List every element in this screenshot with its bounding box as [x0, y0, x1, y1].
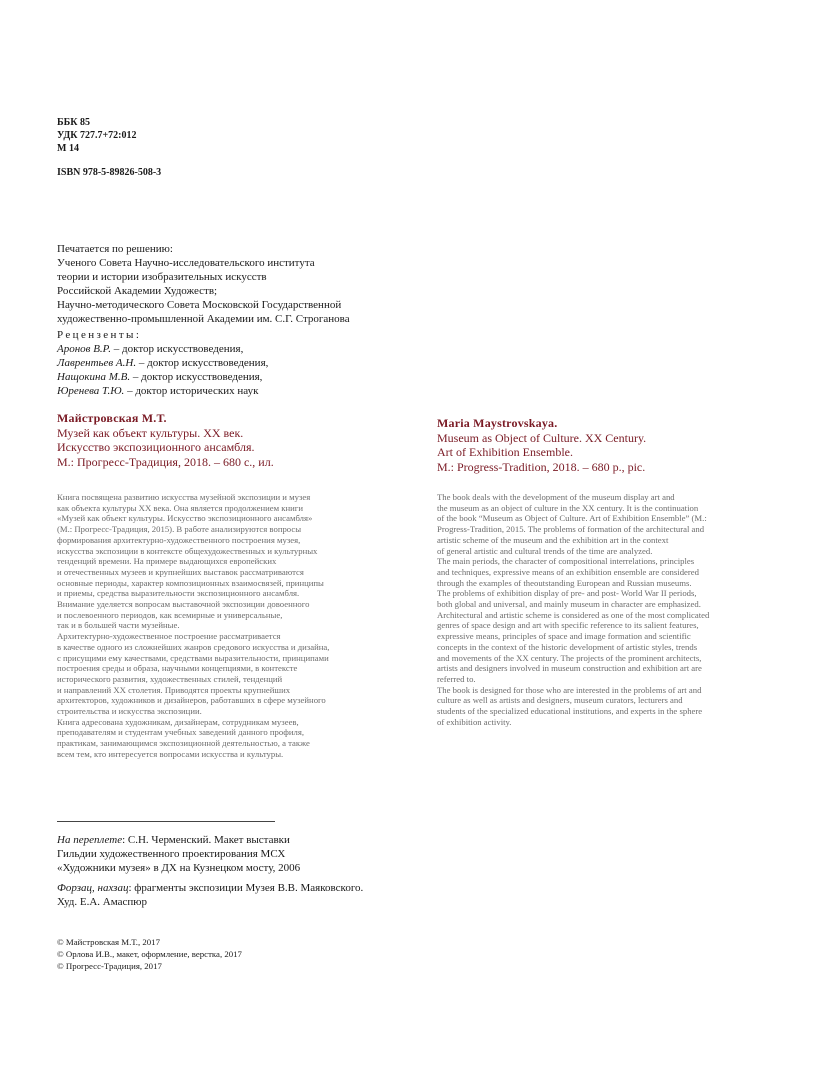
abstract-ru — [57, 492, 329, 760]
udk-code: УДК 727.7+72:012 — [57, 130, 137, 141]
abstract-ru-line: построения среды и образа, научными концепциями, в контексте — [57, 663, 298, 674]
abstract-en-line: through the examples of theoutstanding European and Russian museums. — [437, 577, 692, 588]
publish-decision — [57, 242, 350, 326]
bib-line-ru: Музей как объект культуры. XX век. — [57, 425, 244, 440]
copyright-line: © Орлова И.В., макет, оформление, верстка, 2017 — [57, 949, 242, 959]
reviewer-name: Юренева Т.Ю. — [57, 385, 125, 397]
author-mark: М 14 — [57, 143, 79, 154]
abstract-en-line: artistic scheme of the museum and the exhibition art in the context — [437, 534, 669, 545]
isbn: ISBN 978-5-89826-508-3 — [57, 167, 162, 178]
reviewer-item — [57, 356, 268, 370]
bib-line-en: Art of Exhibition Ensemble. — [437, 445, 573, 459]
abstract-ru-line: всем тем, кто интересуется вопросами искусства и культуры. — [57, 748, 284, 759]
publish-decision-line: Ученого Совета Научно-исследовательского института — [57, 257, 315, 269]
abstract-en-line: referred to. — [437, 673, 476, 684]
bib-author-en: Maria Maystrovskaya. — [437, 416, 558, 430]
bib-line-ru: Искусство экспозиционного ансамбля. — [57, 440, 255, 454]
publish-decision-line: Научно-методического Совета Московской Государственной — [57, 299, 342, 311]
abstract-ru-line: Книга посвящена развитию искусства музейной экспозиции и музея — [57, 492, 311, 502]
binding-line: : С.Н. Черменский. Макет выставки — [122, 834, 290, 846]
reviewer-role: – доктор искусствоведения, — [130, 371, 263, 383]
reviewer-item — [57, 370, 268, 384]
bib-line-en: M.: Progress-Tradition, 2018. – 680 p., pic. — [437, 459, 646, 474]
abstract-ru-line: тенденций времени. На примере выдающихся европейских — [57, 556, 277, 567]
abstract-en-line: concepts in the context of the historic development of artistic styles, trends — [437, 641, 698, 652]
copyright-line: © Прогресс-Традиция, 2017 — [57, 961, 162, 971]
bib-line-ru: М.: Прогресс-Традиция, 2018. – 680 с., ил. — [57, 454, 274, 469]
reviewer-role: – доктор искусствоведения, — [136, 357, 269, 369]
abstract-en-line: The book is designed for those who are interested in the problems of art and — [437, 684, 702, 695]
cover-notes — [57, 833, 363, 909]
abstract-en-line: expressive means, principles of space and image formation and scientific — [437, 631, 691, 642]
abstract-en-line: culture as well as artists and designers, museum curators, lecturers and — [437, 695, 683, 706]
copyright-block — [57, 936, 242, 972]
binding-line: Гильдии художественного проектирования МСХ — [57, 848, 286, 861]
abstract-en-line: artists and designers involved in museum construction and exhibition art are — [437, 663, 702, 674]
reviewers — [57, 328, 268, 398]
abstract-ru-line: строительства и искусства экспозиции. — [57, 706, 202, 717]
reviewer-role: – доктор искусствоведения, — [111, 343, 244, 355]
binding-note — [57, 833, 363, 847]
reviewer-name: Лаврентьев А.Н. — [57, 357, 137, 369]
endpaper-line: Худ. Е.А. Амаспюр — [57, 895, 147, 908]
abstract-ru-line: исторического развития, художественных стилей, тенденций — [57, 673, 283, 684]
abstract-ru-line: как объекта культуры XX века. Она является продолжением книги — [57, 502, 304, 513]
abstract-en-line: of exhibition activity. — [437, 716, 512, 727]
catalog-codes — [57, 116, 161, 179]
publish-decision-line: Печатается по решению: — [57, 243, 173, 255]
binding-line: «Художники музея» в ДХ на Кузнецком мосту, 2006 — [57, 862, 301, 875]
abstract-en-line: the museum as an object of culture in the XX century. It is the continuation — [437, 502, 699, 513]
reviewers-heading: Рецензенты: — [57, 329, 142, 341]
abstract-ru-line: с присущими ему качествами, средствами выразительности, принципами — [57, 652, 329, 663]
abstract-en-line: The problems of exhibition display of pre- and post- World War II periods, — [437, 588, 697, 599]
abstract-en-line: students of the specialized educational institutions, and experts in the sphere — [437, 706, 703, 717]
abstract-en-line: Progress-Tradition, 2015. The problems of formation of the architectural and — [437, 524, 705, 535]
section-divider — [57, 821, 275, 822]
abstract-ru-line: преподавателям и студентам учебных заведений данного профиля, — [57, 727, 305, 738]
reviewer-name: Аронов В.Р. — [57, 343, 112, 355]
abstract-ru-line: «Музей как объект культуры. Искусство экспозиционного ансамбля» — [57, 513, 313, 524]
reviewer-name: Нащокина М.В. — [57, 371, 131, 383]
abstract-en-line: of general artistic and cultural trends of the time are analyzed. — [437, 545, 653, 556]
abstract-ru-line: в качестве одного из сложнейших жанров средового искусства и дизайна, — [57, 641, 330, 652]
copyright-line: © Майстровская М.Т., 2017 — [57, 937, 160, 947]
abstract-en — [437, 492, 709, 727]
abstract-ru-line: и приемы, средства выразительности экспозиционного ансамбля. — [57, 588, 300, 599]
reviewer-item — [57, 342, 268, 356]
abstract-en-line: and techniques, expressive means of an exhibition ensemble are considered — [437, 566, 699, 577]
abstract-ru-line: и направлений XX столетия. Приводятся проекты крупнейших — [57, 684, 291, 695]
abstract-ru-line: и послевоенного периодов, как всемирные и универсальные, — [57, 609, 283, 620]
abstract-en-line: both global and universal, and mainly museum in character are emphasized. — [437, 599, 701, 610]
abstract-en-line: of the book “Museum as Object of Culture. Art of Exhibition Ensemble” (M.: — [437, 513, 707, 524]
bib-line-en: Museum as Object of Culture. XX Century. — [437, 430, 647, 445]
abstract-ru-line: и отечественных музеев и крупнейших выставок рассматриваются — [57, 566, 304, 577]
endpaper-label: Форзац, нахзац — [57, 881, 129, 894]
abstract-ru-line: Внимание уделяется вопросам выставочной экспозиции довоенного — [57, 599, 310, 610]
reviewer-item — [57, 384, 268, 398]
publish-decision-line: художественно-промышленной Академии им. С.Г. Строганова — [57, 313, 350, 325]
abstract-en-line: genres of space design and art with specific reference to its salient features, — [437, 620, 699, 631]
abstract-ru-line: формирования архитектурно-художественного построения музея, — [57, 534, 301, 545]
abstract-ru-line: основные периоды, характер композиционных взаимосвязей, принципы — [57, 577, 324, 588]
abstract-ru-line: искусства экспозиции в контексте общехудожественных и культурных — [57, 545, 318, 556]
bibliographic-record-en — [437, 416, 646, 474]
abstract-en-line: and movements of the XX century. The projects of the prominent architects, — [437, 652, 702, 663]
abstract-ru-line: Книга адресована художникам, дизайнерам, сотрудникам музеев, — [57, 716, 299, 727]
abstract-ru-line: практикам, занимающимся экспозиционной деятельностью, а также — [57, 738, 310, 749]
abstract-en-line: Architectural and artistic scheme is considered as one of the most complicated — [437, 609, 710, 620]
endpaper-line: : фрагменты экспозиции Музея В.В. Маяковского. — [128, 881, 364, 894]
abstract-ru-line: Архитектурно-художественное построение рассматривается — [57, 631, 281, 642]
abstract-ru-line: архитекторов, художников и дизайнеров, работавших в сфере музейного — [57, 695, 326, 706]
abstract-ru-line: так и в большей части музейные. — [57, 620, 180, 631]
binding-label: На переплете — [57, 834, 123, 846]
bibliographic-record-ru — [57, 411, 274, 469]
abstract-ru-line: (М.: Прогресс-Традиция, 2015). В работе анализируются вопросы — [57, 524, 302, 535]
abstract-en-line: The book deals with the development of the museum display art and — [437, 492, 675, 502]
endpaper-note — [57, 881, 363, 895]
bib-author-ru: Майстровская М.Т. — [57, 411, 167, 425]
publish-decision-line: Российской Академии Художеств; — [57, 285, 218, 297]
publish-decision-line: теории и истории изобразительных искусств — [57, 271, 267, 283]
reviewer-role: – доктор исторических наук — [124, 385, 259, 397]
abstract-en-line: The main periods, the character of compositional interrelations, principles — [437, 556, 695, 567]
bbk-code: ББК 85 — [57, 117, 90, 128]
